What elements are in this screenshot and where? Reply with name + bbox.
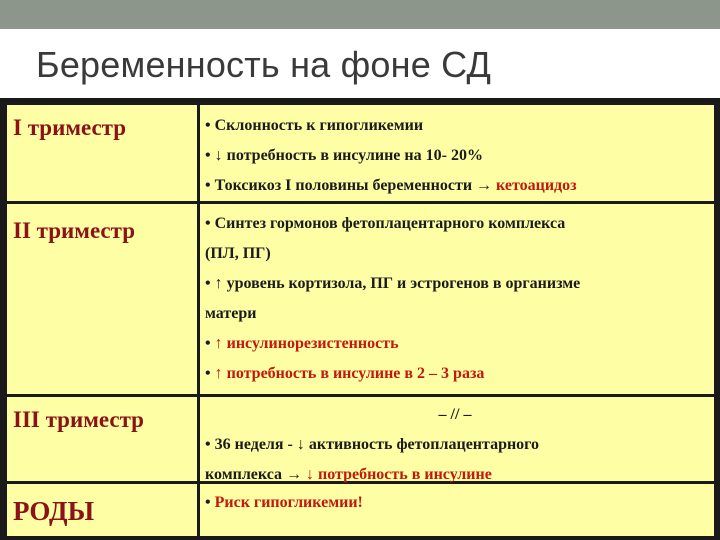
row-content-trimester-3 [205,400,705,490]
table-line: • ↑ инсулинорезистенность [205,335,399,352]
row-content-labor [205,488,705,518]
table-line: • ↑ уровень кортизола, ПГ и эстрогенов в организме [205,275,581,292]
row-label-trimester-1: I триместр [13,115,127,140]
table-line: • 36 неделя - ↓ активность фетоплацентарного [205,436,540,453]
trimester-table [7,105,714,536]
trimester-table-frame [0,98,720,540]
table-line: матери [205,305,257,322]
table-line: • ↑ потребность в инсулине в 2 – 3 раза [205,365,485,382]
row-content-trimester-2 [205,209,705,389]
table-line: • Склонность к гипогликемии [205,117,424,134]
slide-title: Беременность на фоне СД [36,44,492,85]
table-line: • Риск гипогликемии! [205,494,363,511]
table-line: • ↓ потребность в инсулине на 10- 20% [205,147,483,164]
row-label-trimester-3: III триместр [13,407,144,432]
table-line: • Токсикоз I половины беременности → кетоацидоз [205,177,577,194]
row-label-labor: РОДЫ [13,496,95,526]
row-content-trimester-1 [205,111,705,201]
same-as-above-mark: – // – [438,406,472,423]
column-divider [197,105,200,536]
row-divider [7,394,714,397]
slide-top-bar [0,0,720,29]
row-divider [7,201,714,204]
row-label-trimester-2: II триместр [13,218,136,243]
table-line: (ПЛ, ПГ) [205,245,271,262]
table-line [205,400,705,430]
table-line: • Синтез гормонов фетоплацентарного комплекса [205,215,566,232]
table-line: комплекса → ↓ потребность в инсулине [205,466,492,483]
